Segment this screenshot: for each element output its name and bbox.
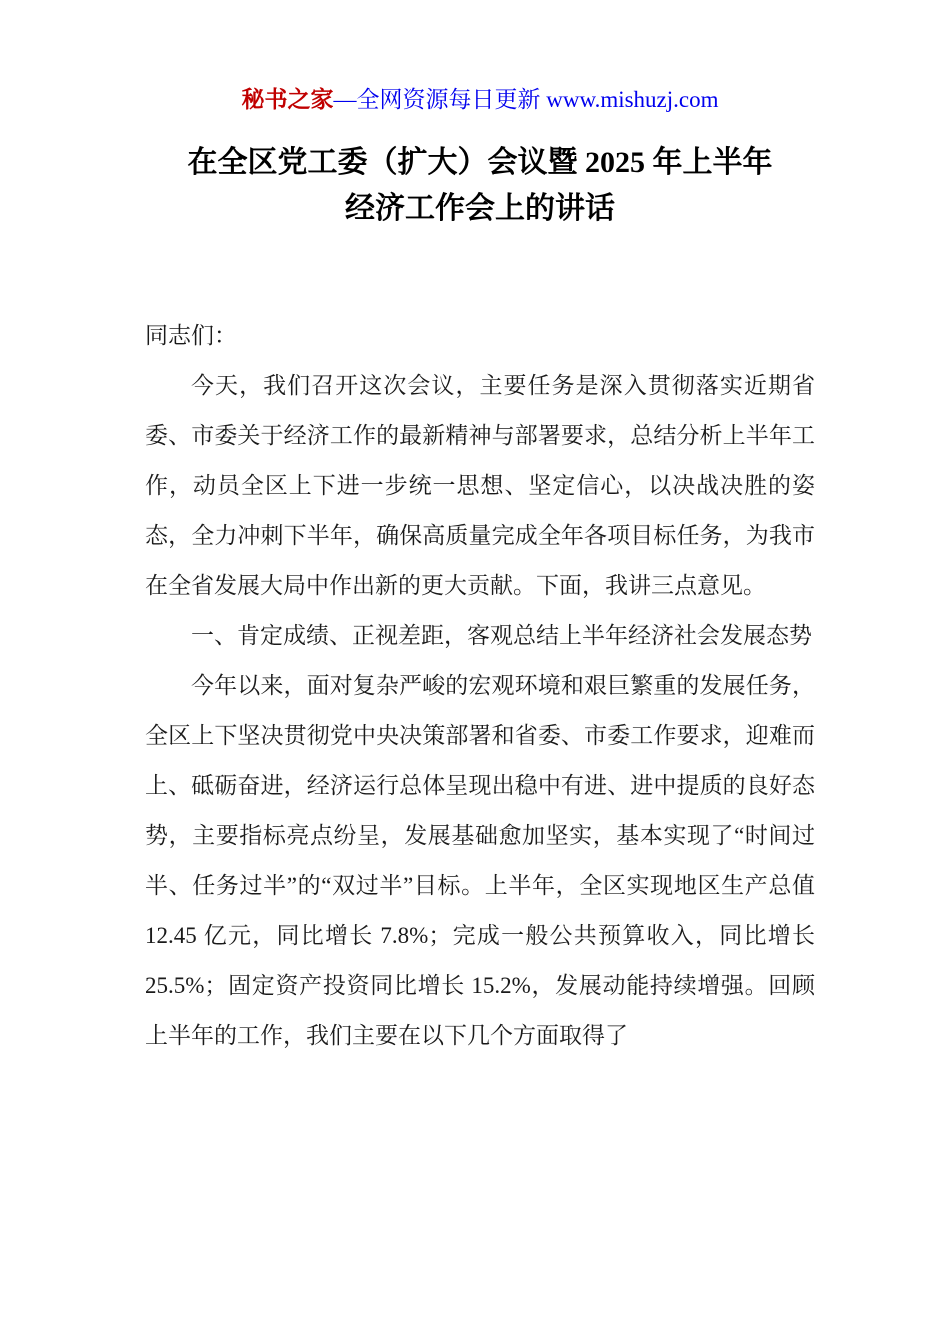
site-tagline: —全网资源每日更新 xyxy=(333,87,547,112)
site-url-link[interactable]: www.mishuzj.com xyxy=(546,87,719,112)
site-header xyxy=(145,86,815,114)
document-title-line1: 在全区党工委（扩大）会议暨 2025 年上半年 xyxy=(187,145,773,179)
salutation: 同志们： xyxy=(145,322,237,348)
document-body xyxy=(145,311,815,1061)
document-title xyxy=(145,140,815,233)
paragraph-intro: 今天，我们召开这次会议，主要任务是深入贯彻落实近期省委、市委关于经济工作的最新精神与部署要求，总结分析上半年工作，动员全区上下进一步统一思想、坚定信心，以决战决胜的姿态，全力冲刺下半年，确保高质量完成全年各项目标任务，为我市在全省发展大局中作出新的更大贡献。下面，我讲三点意见。 xyxy=(145,372,815,598)
document-title-line2: 经济工作会上的讲话 xyxy=(345,192,615,226)
paragraph-section-1-body: 今年以来，面对复杂严峻的宏观环境和艰巨繁重的发展任务，全区上下坚决贯彻党中央决策部署和省委、市委工作要求，迎难而上、砥砺奋进，经济运行总体呈现出稳中有进、进中提质的良好态势，主要指标亮点纷呈，发展基础愈加坚实，基本实现了“时间过半、任务过半”的“双过半”目标。上半年，全区实现地区生产总值 12.45 亿元，同比增长 7.8%；完成一般公共预算收入，同比增长 25.5%；固定资产投资同比增长 15.2%，发展动能持续增强。回顾上半年的工作，我们主要在以下几个方面取得了 xyxy=(145,672,815,1048)
section-heading-1: 一、肯定成绩、正视差距，客观总结上半年经济社会发展态势 xyxy=(191,622,812,648)
site-brand: 秘书之家 xyxy=(241,87,334,112)
